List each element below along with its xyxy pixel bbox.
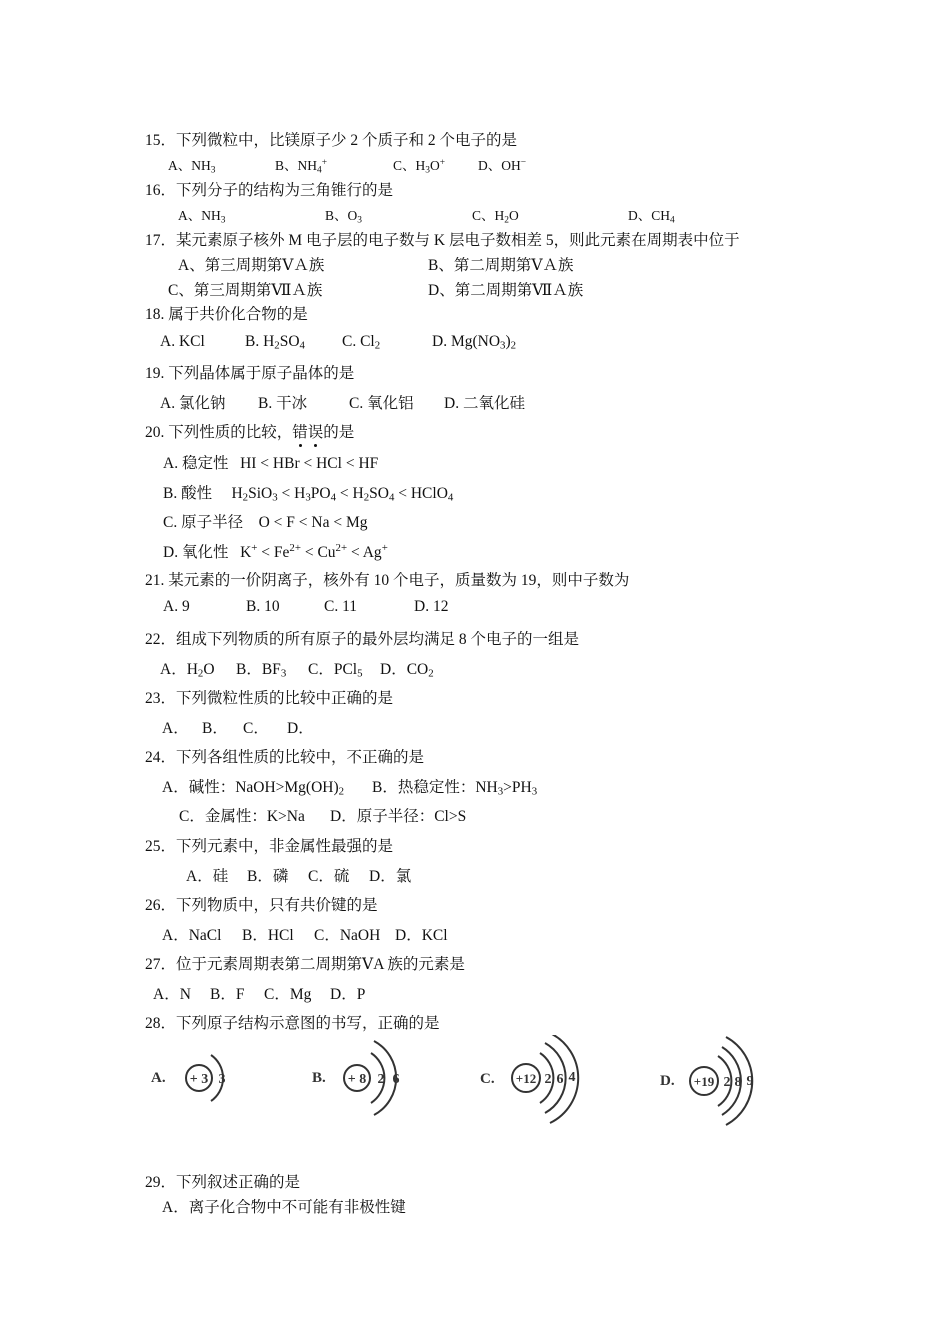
shell-electrons: 2 bbox=[544, 1072, 552, 1087]
option-a[interactable]: A．NaCl bbox=[162, 927, 222, 944]
option-d[interactable]: D．P bbox=[330, 986, 366, 1003]
question-17-options-row2 bbox=[0, 278, 950, 300]
option-d[interactable]: D、OH− bbox=[478, 157, 527, 173]
question-26-stem: 26．下列物质中，只有共价键的是 bbox=[145, 897, 378, 914]
option-c[interactable]: C．金属性：K>Na bbox=[179, 808, 305, 825]
diagram-option-a[interactable] bbox=[151, 1055, 226, 1101]
option-c[interactable]: C. 11 bbox=[324, 598, 358, 615]
shell-electrons: 4 bbox=[568, 1070, 576, 1085]
question-16-stem: 16．下列分子的结构为三角锥行的是 bbox=[145, 182, 394, 199]
diagram-option-b[interactable] bbox=[312, 1041, 400, 1115]
question-22-stem: 22．组成下列物质的所有原子的最外层均满足 8 个电子的一组是 bbox=[145, 631, 580, 648]
option-d[interactable]: D．原子半径：Cl>S bbox=[330, 808, 467, 825]
question-16-options bbox=[0, 204, 950, 224]
question-26-options bbox=[0, 923, 950, 945]
option-a[interactable]: A．$H_2O$ bbox=[160, 661, 215, 680]
option-d[interactable]: D．氯 bbox=[369, 868, 412, 885]
option-c[interactable]: C、第三周期第ⅦＡ族 bbox=[168, 282, 323, 299]
diagram-option-c[interactable] bbox=[480, 1035, 578, 1123]
option-b[interactable]: B. 酸性 $H_2SiO_3 < H_3PO_4 < H_2SO_4$ < HClO$_4$ bbox=[163, 485, 454, 504]
option-b[interactable]: B．$BF_3$ bbox=[236, 661, 287, 680]
question-15-stem: 15．下列微粒中，比镁原子少 2 个质子和 2 个电子的是 bbox=[145, 132, 518, 149]
option-a[interactable]: A. KCl bbox=[160, 333, 205, 350]
option-b[interactable]: B. 干冰 bbox=[258, 395, 308, 412]
question-17-stem: 17．某元素原子核外 M 电子层的电子数与 K 层电子数相差 5，则此元素在周期表中位于 bbox=[145, 232, 740, 249]
diagram-label: D. bbox=[660, 1073, 675, 1089]
shell-electrons: 9 bbox=[746, 1074, 754, 1089]
option-d[interactable]: D. 二氧化硅 bbox=[444, 395, 525, 412]
question-27-stem: 27．位于元素周期表第二周期第ⅤA 族的元素是 bbox=[145, 956, 465, 973]
option-a[interactable]: A、第三周期第ⅤＡ族 bbox=[178, 257, 325, 274]
question-25-options bbox=[0, 864, 950, 886]
option-d[interactable]: D、$CH_4$ bbox=[628, 208, 675, 226]
question-21-options bbox=[0, 598, 950, 620]
option-a[interactable]: A． bbox=[162, 720, 189, 737]
option-d[interactable]: D. 12 bbox=[414, 598, 449, 615]
option-d[interactable]: D、第二周期第ⅦＡ族 bbox=[428, 282, 584, 299]
option-d[interactable]: D. $Mg(NO_3)_2$ bbox=[432, 333, 517, 352]
shell-electrons: 2 bbox=[377, 1072, 385, 1087]
option-b[interactable]: B．F bbox=[210, 986, 245, 1003]
emphasis-dot-1: 错 bbox=[292, 424, 308, 441]
option-c[interactable]: C．硫 bbox=[308, 868, 350, 885]
question-24-stem: 24．下列各组性质的比较中，不正确的是 bbox=[145, 749, 425, 766]
option-b[interactable]: B、$NH_4^+$ bbox=[275, 157, 328, 176]
option-d[interactable]: D. 氧化性 $K^+ < Fe^{2+} < Cu^{2+} < Ag^+$ bbox=[163, 542, 388, 561]
diagram-label: C. bbox=[480, 1071, 495, 1087]
shell-electrons: 8 bbox=[734, 1075, 742, 1090]
shell-electrons: 6 bbox=[556, 1072, 564, 1087]
question-18-options bbox=[0, 333, 950, 355]
option-d[interactable]: D．$CO_2$ bbox=[380, 661, 434, 680]
option-b[interactable]: B．HCl bbox=[242, 927, 294, 944]
nucleus-charge: + 8 bbox=[347, 1072, 367, 1087]
option-d[interactable]: D． bbox=[287, 720, 314, 737]
option-a[interactable]: A. 氯化钠 bbox=[160, 395, 226, 412]
option-a[interactable]: A．离子化合物中不可能有非极性键 bbox=[162, 1199, 406, 1216]
option-b[interactable]: B． bbox=[202, 720, 228, 737]
question-20-stem: 20. 下列性质的比较，错误的是 bbox=[145, 424, 355, 441]
option-c[interactable]: C． bbox=[243, 720, 269, 737]
question-24-options-row1 bbox=[0, 775, 950, 797]
question-25-stem: 25．下列元素中，非金属性最强的是 bbox=[145, 838, 394, 855]
question-29-stem: 29．下列叙述正确的是 bbox=[145, 1174, 301, 1191]
option-c[interactable]: C、$H_2O$ bbox=[472, 208, 519, 226]
option-a[interactable]: A．碱性：$NaOH>Mg(OH)_2$ bbox=[162, 779, 345, 798]
option-a[interactable]: A、$NH_3$ bbox=[168, 158, 216, 176]
nucleus-charge: +19 bbox=[693, 1074, 715, 1089]
question-22-options bbox=[0, 657, 950, 679]
option-b[interactable]: B. 10 bbox=[246, 598, 280, 615]
option-b[interactable]: B、第二周期第ⅤＡ族 bbox=[428, 257, 574, 274]
option-c[interactable]: C. 氧化铝 bbox=[349, 395, 414, 412]
question-19-stem: 19. 下列晶体属于原子晶体的是 bbox=[145, 365, 355, 382]
question-18-stem: 18. 属于共价化合物的是 bbox=[145, 306, 308, 323]
question-21-stem: 21. 某元素的一价阴离子，核外有 10 个电子，质量数为 19，则中子数为 bbox=[145, 572, 630, 589]
nucleus-charge: +12 bbox=[515, 1071, 537, 1086]
option-b[interactable]: B．热稳定性：$NH_3>PH_3$ bbox=[372, 779, 538, 798]
question-19-options bbox=[0, 391, 950, 413]
diagram-option-d[interactable] bbox=[660, 1037, 754, 1125]
shell-electrons: 2 bbox=[723, 1075, 731, 1090]
question-17-options-row1 bbox=[0, 253, 950, 275]
question-27-options bbox=[0, 982, 950, 1004]
option-c[interactable]: C．PCl$_5$ bbox=[308, 661, 363, 680]
option-d[interactable]: D．KCl bbox=[395, 927, 448, 944]
option-b[interactable]: B、$O_3$ bbox=[325, 208, 362, 226]
nucleus-charge: + 3 bbox=[189, 1072, 209, 1087]
option-c[interactable]: C．NaOH bbox=[314, 927, 381, 944]
option-c[interactable]: C. $Cl_2$ bbox=[342, 333, 381, 352]
option-a[interactable]: A．N bbox=[153, 986, 191, 1003]
option-c[interactable]: C．Mg bbox=[264, 986, 312, 1003]
diagram-label: B. bbox=[312, 1070, 326, 1086]
diagram-label: A. bbox=[151, 1070, 166, 1086]
option-c[interactable]: C、$H_3O^+$ bbox=[393, 157, 446, 176]
shell-electrons: 6 bbox=[392, 1072, 400, 1087]
option-b[interactable]: B. $H_2SO_4$ bbox=[245, 333, 305, 352]
option-c[interactable]: C. 原子半径 O < F < Na < Mg bbox=[163, 514, 368, 531]
emphasis-dot-2: 误 bbox=[307, 424, 324, 441]
option-b[interactable]: B．磷 bbox=[247, 868, 289, 885]
atomic-structure-diagrams bbox=[0, 1035, 950, 1130]
question-24-options-row2 bbox=[0, 804, 950, 826]
question-28-stem: 28．下列原子结构示意图的书写，正确的是 bbox=[145, 1015, 440, 1032]
option-a[interactable]: A．硅 bbox=[186, 868, 229, 885]
shell-electrons: 3 bbox=[218, 1072, 226, 1087]
option-a[interactable]: A. 稳定性 HI < HBr < HCl < HF bbox=[163, 455, 379, 472]
question-23-options bbox=[0, 716, 950, 738]
question-15-options bbox=[0, 154, 950, 174]
option-a[interactable]: A、$NH_3$ bbox=[178, 208, 226, 226]
question-23-stem: 23．下列微粒性质的比较中正确的是 bbox=[145, 690, 394, 707]
option-a[interactable]: A. 9 bbox=[163, 598, 190, 615]
